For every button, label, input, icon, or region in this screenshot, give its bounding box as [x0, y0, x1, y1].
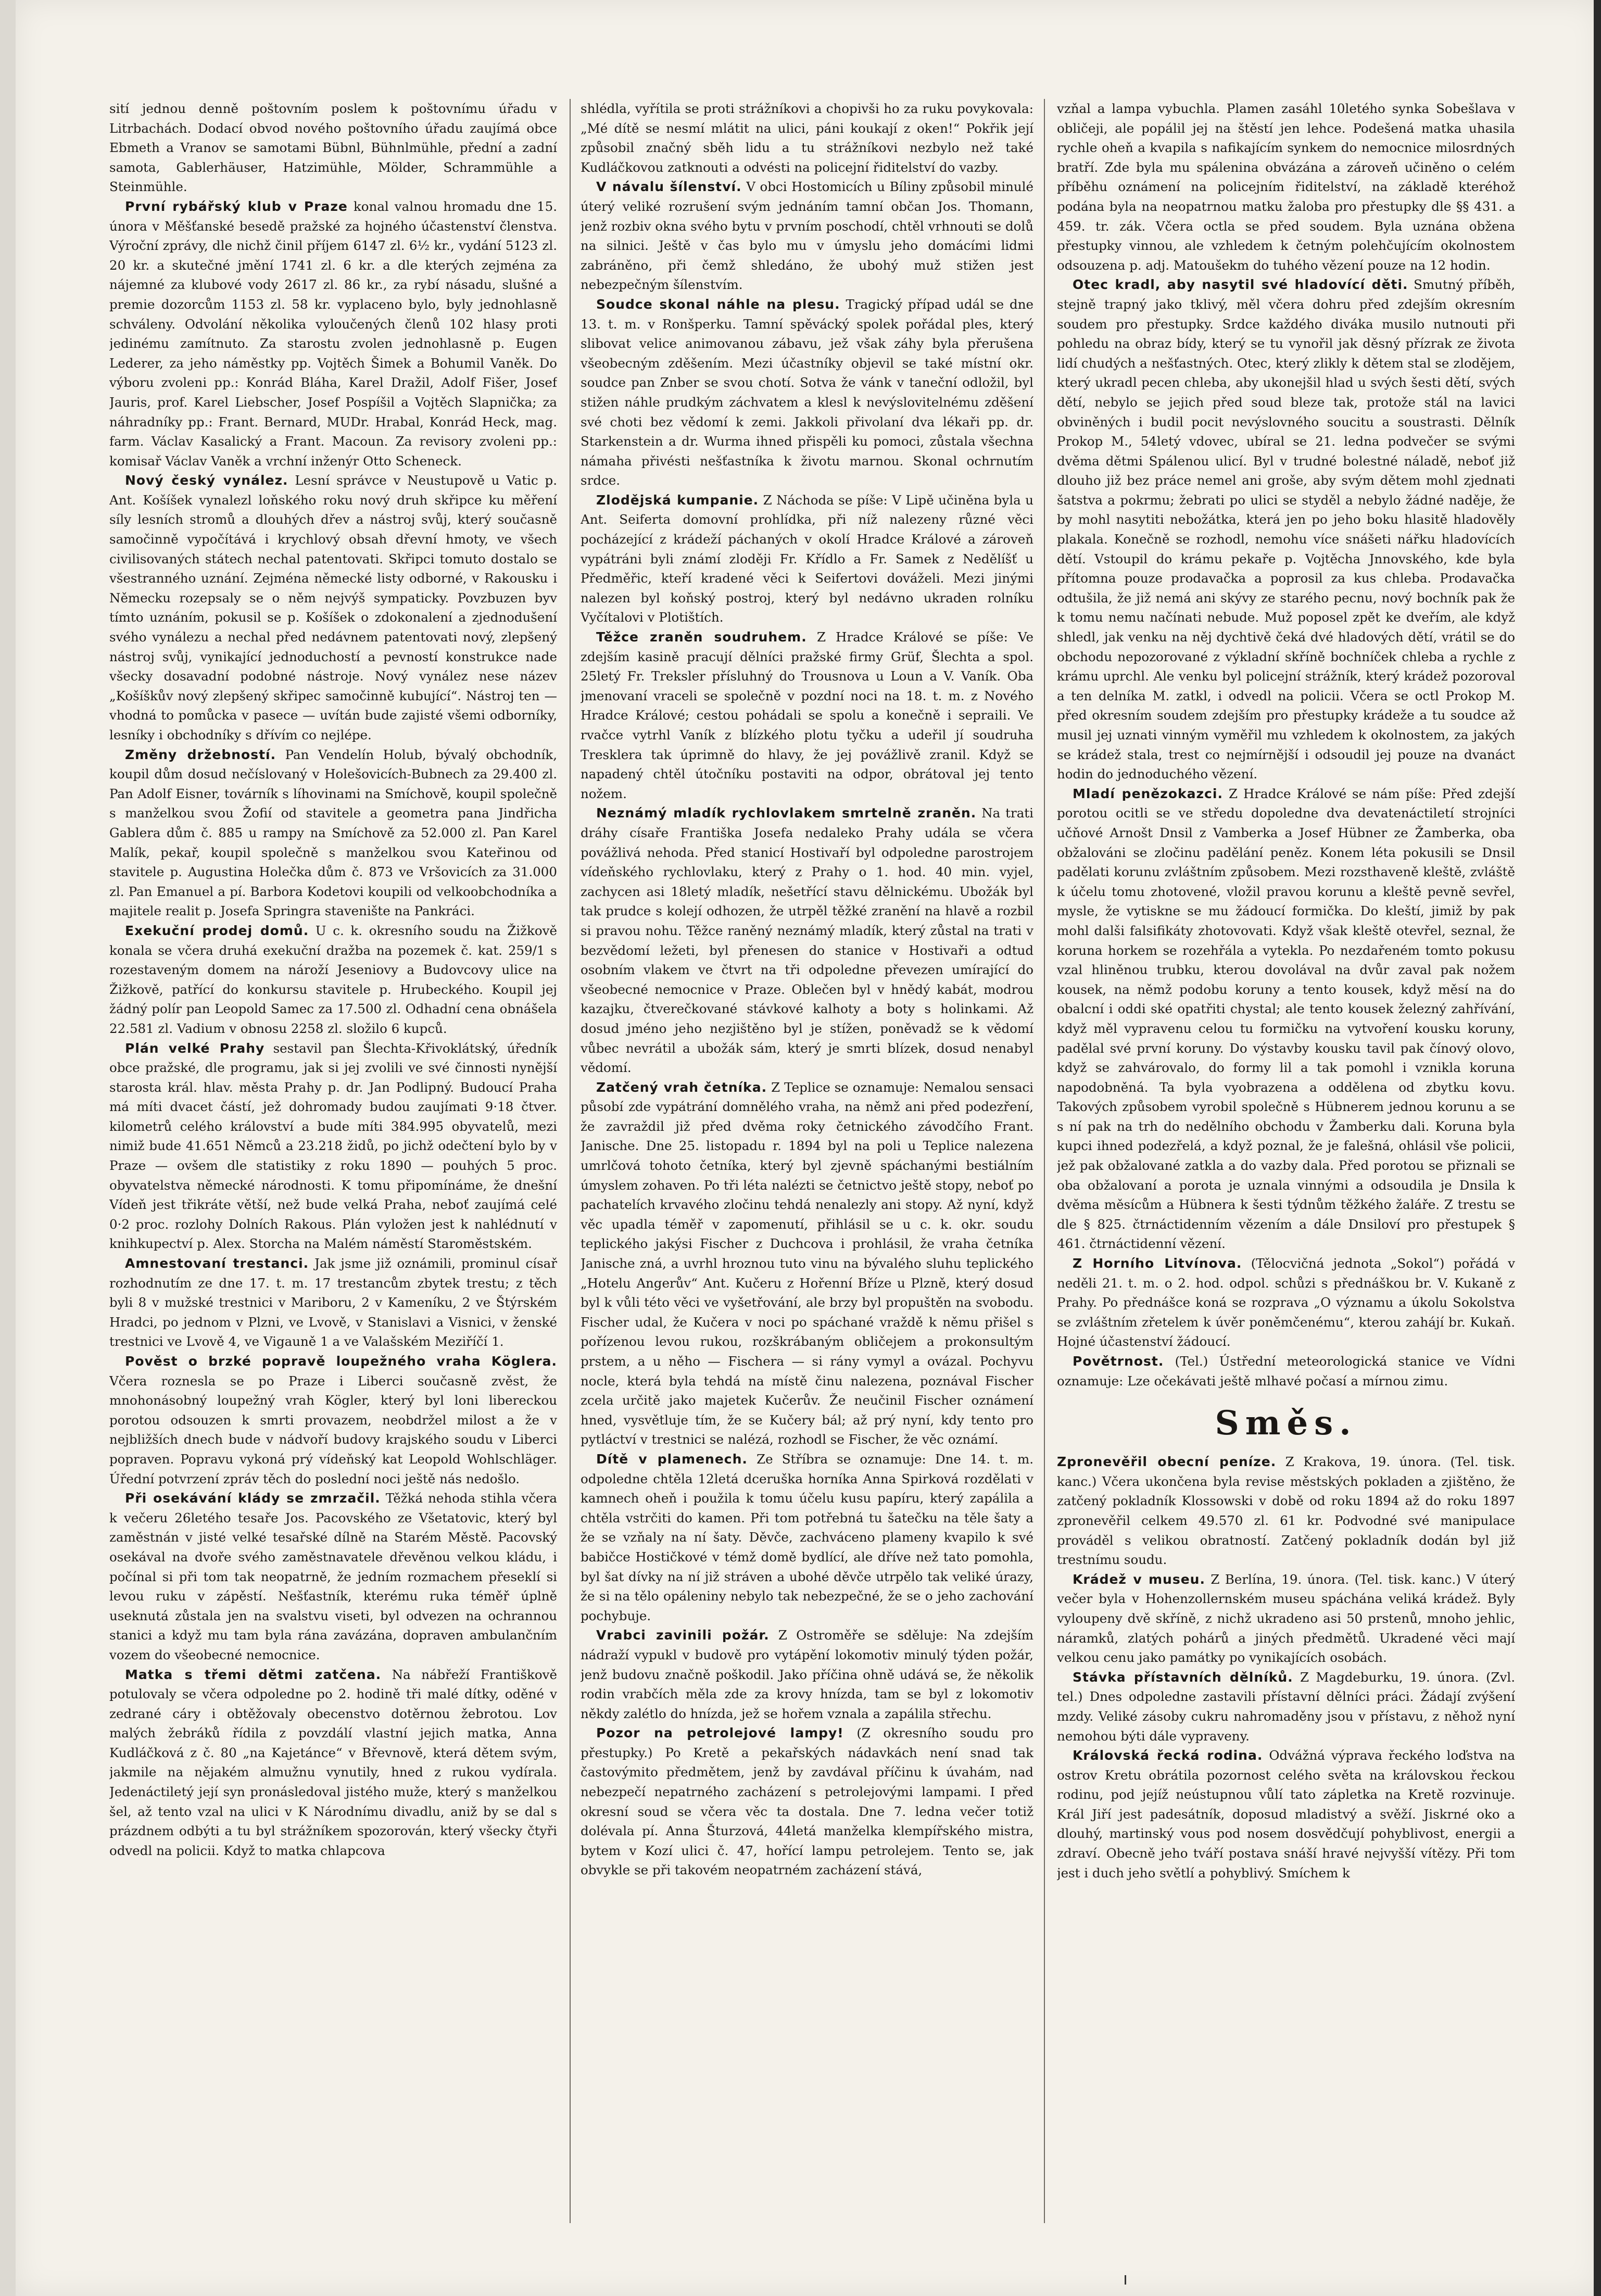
article-paragraph: [109, 1039, 557, 1254]
article-heading: Stávka přístavních dělníků.: [1073, 1669, 1293, 1685]
article-heading: Mladí penězokazci.: [1073, 786, 1223, 801]
article-text: (Tělocvičná jednota „Sokol“) pořádá v neděli 21. t. m. o 2. hod. odpol. schůzi s přednáškou br. V. Kukaně z Prahy. Po přednášce koná se rozprava „O významu a úkolu Sokolstva se zvláštním zřetelem k úvěr poněmčenému“, kterou zahájí br. Kukaň. Hojné účastenství žádoucí.: [1057, 1256, 1515, 1349]
article-text: Z Magdeburku, 19. února. (Zvl. tel.) Dnes odpoledne zastavili přístavní dělníci práci. Žádají zvýšení mzdy. Veliké zásoby cukru nahromaděny jsou v přístavu, z něhož nyní nemohou býti dále vypraveny.: [1057, 1669, 1515, 1744]
article-paragraph: [109, 1665, 557, 1861]
column-1: [109, 99, 557, 2223]
article-text: konal valnou hromadu dne 15. února v Měšťanské besedě pražské za hojného účastenství členstva. Výroční zprávy, dle nichž činil příjem 6147 zl. 6½ kr., vydání 5123 zl. 20 kr. a skutečné jmění 1741 zl. 6 kr. a dle kterých zejména za nájemné za klubové vody 2617 zl. 86 kr., za rybí násadu, slušné a premie dozorcům 1153 zl. 58 kr. vyplaceno bylo, byly jednohlasně schváleny. Odvolání několika vyloučených členů 102 hlasy proti jedinému zamítnuto. Za starostu zvolen jednohlasně p. Eugen Lederer, za jeho náměstky pp. Vojtěch Šimek a Bohumil Vaněk. Do výboru zvoleni pp.: Konrád Bláha, Karel Dražil, Adolf Fišer, Josef Jauris, prof. Karel Liebscher, Josef Pospíšil a Vojtěch Slapnička; za náhradníky pp.: Frant. Bernard, MUDr. Hrabal, Konrád Heck, mag. farm. Václav Kasalický a Frant. Macoun. Za revisory zvoleni pp.: komisař Václav Vaněk a vrchní inženýr Otto Scheneck.: [109, 198, 557, 469]
scan-mark: [1125, 2275, 1126, 2285]
article-text: Z Náchoda se píše: V Lipě učiněna byla u Ant. Seiferta domovní prohlídka, při níž nalezeny různé věci pocházející z krádeží páchaných v okolí Hradce Králové a zároveň vypátráni byli známí zloději Fr. Křídlo a Fr. Samek z Nedělíšť u Předměřic, kteří kradené věci k Seifertovi dováželi. Mezi jinými nalezen byl koňský postroj, který byl nedávno ukraden rolníku Vyčítalovi v Plotištích.: [581, 492, 1033, 625]
article-paragraph: [1057, 1570, 1515, 1668]
article-text: V obci Hostomicích u Bíliny způsobil minulé úterý veliké rozrušení svým jednáním tamní občan Jos. Thomann, jenž rozbiv okna svého bytu v prvním poschodí, chtěl vrhnouti se dolů na silnici. Ještě v čas bylo mu v úmyslu jeho domácími lidmi zabráněno, při čemž shledáno, že ubohý muž stižen jest nebezpečným šílenstvím.: [581, 179, 1033, 293]
article-text: Z Teplice se oznamuje: Nemalou sensaci působí zde vypátrání domnělého vraha, na němž ani před podezření, že zavraždil již před dvěma roky četnického závodčího Frant. Janische. Dne 25. listopadu r. 1894 byl na poli u Teplice nalezena umrlčová tohoto četníka, který byl zjevně spáchanými bestiálním úmyslem zohaven. Po tři léta nalézti se četnictvo ještě stopy, neboť po pachatelích krvavého zločinu tehdá nenalezly ani stopy. Až nyní, když věc upadla téměř v zapomenutí, přihlásil se u c. k. okr. soudu teplického jakýsi Fischer z Duchcova i prohlásil, že vraha četníka Janische zná, a uvrhl hroznou tuto vinu na bývalého sluhu teplického „Hotelu Angerův“ Ant. Kučeru z Hořenní Bříze u Plzně, který dosud byl k vůli této věci ve vyšetřování, ale brzy byl propuštěn na svobodu. Fischer udal, že Kučera v noci po spáchané vraždě k němu přišel s pořízenou levou rukou, rozškrábaným obličejem a prokonsultým prstem, a u něho — Fischera — si rány vymyl a ovázal. Pochyvu nocle, která byla tehdá na místě činu nalezena, poznával Fischer zcela určitě jako majetek Kučerův. Že neučinil Fischer oznámení hned, vysvětluje tím, že se Kučery bál; až prý nyní, kdy tento pro pytláctví v trestnici se nalézá, rozhodl se Fischer, že věc oznámí.: [581, 1079, 1033, 1447]
article-text: (Z okresního soudu pro přestupky.) Po Kretě a pekařských nádavkách není snad tak častovýmito předmětem, jenž by zavdával příčinu k úvahám, nad nebezpečí nepatrného zacházení s petrolejovými lampami. I před okresní soud se včera věc ta dostala. Dne 7. ledna večer totiž dolévala pí. Anna Šturzová, 44letá manželka klempířského mistra, bytem v Kozí ulici č. 47, hořící lampu petrolejem. Tento se, jak obvykle se při takovém neopatrném zacházení stává,: [581, 1725, 1033, 1878]
article-heading: Při osekávání klády se zmrzačil.: [125, 1491, 381, 1506]
article-heading: Exekuční prodej domů.: [125, 923, 309, 938]
article-paragraph: [581, 1723, 1033, 1880]
article-text: Odvážná výprava řeckého loďstva na ostrov Kretu obrátila pozornost celého světa na královskou řeckou rodinu, pod jejíž neústupnou vůlí tato zápletka na Kretě rozvinuje. Král Jiří jest padesátník, doposud mladistvý a svěží. Jiskrné oko a dlouhý, martinský vous pod nosem dosvědčují pohyblivost, energii a zdraví. Obecně jeho tváří postava snáší hravé nejvyšší vítězy. Při tom jest i duch jeho světlí a pohyblivý. Smíchem k: [1057, 1748, 1515, 1881]
newspaper-page: [16, 0, 1601, 2296]
article-heading: Zpronevěřil obecní peníze.: [1057, 1454, 1277, 1470]
article-text: sestavil pan Šlechta-Křivoklátský, úředník obce pražské, dle programu, jak si jej zvolili ve své činnosti nynější starosta král. hlav. města Prahy p. dr. Jan Podlipný. Budoucí Praha má míti dvacet částí, jež dohromady budou zaujímati 9·18 čtver. kilometrů celého království a bude míti 384.995 obyvatelů, mezi nimiž bude 41.651 Němců a 23.218 židů, po jichž odečtení bylo by v Praze — ovšem dle statistiky z roku 1890 — pouhých 5 proc. obyvatelstva německé národnosti. K tomu připomínáme, že dnešní Vídeň jest třikráte větší, než bude velká Praha, neboť zaujímá celé 0·2 proc. rozlohy Dolních Rakous. Plán vyložen jest k nahlédnutí v knihkupectví p. Alex. Storcha na Malém náměstí Staroměstském.: [109, 1040, 557, 1252]
article-heading: Z Horního Litvínova.: [1073, 1256, 1242, 1271]
article-paragraph: [109, 1254, 557, 1352]
article-text: Ze Stříbra se oznamuje: Dne 14. t. m. odpoledne chtěla 12letá dceruška horníka Anna Spirková rozdělati v kamnech oheň i použila k tomu účelu kusu papíru, který zapálila a chtěla vstrčiti do kamen. Při tom potřebná tu šatečku na těle šaty a že se vzňaly na ní šaty. Děvče, zachváceno plameny kvapilo k své babičce Hostičkové v témž domě bydlící, ale dříve než tato pomohla, byl šat dívky na ní již stráven a ubohé děvče utrpělo tak veliké úrazy, že si na tělo opáleniny nebylo tak nebezpečné, že se o jeho zachování pochybuje.: [581, 1451, 1033, 1623]
article-text: Z Berlína, 19. února. (Tel. tisk. kanc.) V úterý večer byla v Hohenzollernském museu spáchána veliká krádež. Byly vyloupeny dvě skříně, z nichž ukradeno asi 50 prstenů, mnoho jehlic, náramků, zlatých pohárů a jiných předmětů. Ukradené věci mají velkou cenu jako památky po vynikajících osobách.: [1057, 1571, 1515, 1666]
article-paragraph: [581, 1625, 1033, 1723]
article-heading: Zlodějská kumpanie.: [596, 492, 759, 508]
article-paragraph: [109, 197, 557, 471]
article-text: Pan Vendelín Holub, bývalý obchodník, koupil dům dosud nečíslovaný v Holešovicích-Bubnech za 29.400 zl. Pan Adolf Eisner, továrník s líhovinami na Smíchově, koupil společně s manželkou svou Žofií od stavitele a geometra pana Jindřicha Gablera dům č. 885 u rampy na Smíchově za 52.000 zl. Pan Karel Malík, pekař, koupil společně s manželkou svou Kateřinou od stavitele p. Augustina Holečka dům č. 873 ve Vršovicích za 31.000 zl. Pan Emanuel a pí. Barbora Kodetovi koupili od velkoobchodníka a majitele realit p. Josefa Springra stavenište na Pankráci.: [109, 747, 557, 919]
article-text: Na trati dráhy císaře Františka Josefa nedaleko Prahy udála se včera povážlivá nehoda. Před stanicí Hostivaří byl odpoledne parostrojem vídeňského rychlovlaku, který z Prahy o 1. hod. 40 min. vyjel, zachycen asi 18letý mladík, nešetřící stavu dělnickému. Ubožák byl tak prudce s kolejí odhozen, že utrpěl těžké zranění na hlavě a rozbil si pravou nohu. Těžce raněný neznámý mladík, který zůstal na trati v bezvědomí ležeti, byl přenesen do stanice v Hostivaři a odtud osobním vlakem ve čtvrt na tři odpoledne převezen umírající do všeobecné nemocnice v Praze. Oblečen byl v hnědý kabát, modrou kazajku, čtverečkované stávkové kalhoty a boty s holinkami. Až dosud jméno jeho nezjištěno byl je stížen, poněvadž se k vědomí vůbec nevrátil a ubožák sám, který je smrti blízek, dosud nenabyl vědomí.: [581, 805, 1033, 1076]
article-paragraph: [581, 803, 1033, 1077]
article-paragraph: [109, 471, 557, 745]
article-paragraph: [1057, 99, 1515, 275]
article-paragraph: [1057, 1254, 1515, 1352]
article-paragraph: [1057, 275, 1515, 784]
article-heading: Dítě v plamenech.: [596, 1451, 748, 1467]
article-heading: První rybářský klub v Praze: [125, 198, 348, 214]
article-heading: Soudce skonal náhle na plesu.: [596, 296, 840, 312]
article-heading: Pověst o brzké popravě loupežného vraha Köglera.: [125, 1354, 557, 1369]
article-heading: Pozor na petrolejové lampy!: [596, 1725, 844, 1741]
article-paragraph: [109, 921, 557, 1039]
article-text: Včera roznesla se po Praze i Liberci současně zvěst, že mnohonásobný loupežný vrah Kögler, který byl loni libereckou porotou odsouzen k smrti provazem, neobdržel milost a že v nejbližších dnech bude v nádvoří budovy krajského soudu v Liberci popraven. Popravu vykoná prý vídeňský kat Leopold Wohlschläger. Úřední potvrzení zpráv těch do poslední noci ještě nás nedošlo.: [109, 1373, 557, 1486]
column-2: [581, 99, 1033, 2223]
article-heading: Amnestovaní trestanci.: [125, 1256, 309, 1271]
section-title-smes: Směs.: [1215, 1404, 1357, 1443]
article-heading: Matka s třemi dětmi zatčena.: [125, 1667, 382, 1682]
article-text: U c. k. okresního soudu na Žižkově konala se včera druhá exekuční dražba na pozemek č. kat. 259/1 s rozestaveným domem na nároží Jeseniovy a Budovcovy ulice na Žižkově, patřící do konkursu stavitele p. Hrubeckého. Koupil jej žádný polír pan Leopold Samec za 17.500 zl. Odhadní cena obnášela 22.581 zl. Vadium v obnosu 2258 zl. složilo 6 kupců.: [109, 923, 557, 1036]
article-paragraph: [1057, 1746, 1515, 1883]
article-paragraph: [581, 627, 1033, 803]
article-paragraph: [581, 295, 1033, 490]
article-paragraph: [109, 1352, 557, 1488]
article-paragraph: [581, 177, 1033, 295]
article-text: Smutný příběh, stejně trapný jako tklivý, měl včera dohru před zdejším okresním soudem pro přestupky. Srdce každého diváka musilo nutnouti při pohledu na obraz bídy, který se tu vynořil jak děsný přízrak ze života lidí chudých a nešťastných. Otec, který zlikly k dětem stal se zlodějem, který ukradl pecen chleba, aby ukonejšil hlad u svých šesti dětí, svých dětí, nebylo se jejich před soud bleze tak, protože stál na lavici obviněných i budil pocit nevýslovného soucitu a soustrasti. Dělník Prokop M., 54letý vdovec, ubíral se 21. ledna podvečer se svými dvěma dětmi Spálenou ulicí. Byl v trudné bolestné náladě, neboť již dlouho již bez práce nemel ani groše, aby svým dětem mohl zjednati šatstva a pokrmu; žebrati po ulici se styděl a nebylo žádné naděje, že by mohl nasytiti nebožátka, která jen po jeho boku hlasitě hladověly plakala. Konečně se rozhodl, nemohu více snášeti nářku hladovících dětí. Vstoupil do krámu pekaře p. Vojtěcha Jnnovského, kde byla přítomna pouze prodavačka a poprosil za kus chleba. Prodavačka odtušila, že již nemá ani skývy ze starého pecnu, nový bochník pak že k tomu nemu načínati nebude. Muž poposel zpět ke dveřím, ale když shledl, jak venku na něj dychtivě čeká dvé hladových dětí, vrátil se do obchodu nepozorované z výkladní skříně bochníček chleba a rychle z krámu uprchl. Ale venku byl policejní strážník, který krádež pozoroval a ten delníka M. zatkl, i odvedl na policii. Včera se octl Prokop M. před okresním soudem zdejším pro přestupky krádeže a tu soudce až musil jej uznati vinným vyměřil mu vzhledem k okolnostem, za jakých se krádež stala, trest co nejmírnější i odsoudil jej pouze na dvanáct hodin do jednoduchého vězení.: [1057, 277, 1515, 782]
article-text: Těžká nehoda stihla včera k večeru 26letého tesaře Jos. Pacovského ze Všetatovic, který byl zaměstnán v jisté velké tesařské dílně na Starém Městě. Pacovský osekával na dvoře svého zaměstnavatele dřevěnou velkou kládu, i počínal si při tom tak neopatrně, že jedním rozmachem přeseklí si levou ruku v zápěstí. Nešťastník, kterému ruka téměř úplně useknutá zůstala jen na svalstvu viseti, byl odvezen na ochrannou stanici a když mu tam byla rána zavázána, dopraven ambulančním vozem do všeobecné nemocnice.: [109, 1491, 557, 1662]
article-text: (Tel.) Ústřední meteorologická stanice ve Vídni oznamuje: Lze očekávati ještě mlhavé počasí a mírnou zimu.: [1057, 1354, 1515, 1389]
column-rule: [1044, 99, 1045, 2223]
article-paragraph: [109, 1488, 557, 1664]
scan-left-margin: [0, 0, 16, 2296]
article-text: Tragický případ udál se dne 13. t. m. v Ronšperku. Tamní spěvácký spolek pořádal ples, který slibovat velice animovanou zábavu, jež však záhy byla přerušena všeobecným zděšením. Mezi účastníky objevil se také místní okr. soudce pan Znber se svou chotí. Sotva že vánk v taneční odložil, byl stižen náhle prudkým záchvatem a klesl k nevýslovitelnému zděšení své choti bez vědomí k zemi. Jakkoli přivolaní dva lékaři pp. dr. Starkenstein a dr. Wurma ihned přispěli ku pomoci, zůstala všechna námaha přivésti nešťastníka k životu marnou. Skonal ochrnutím srdce.: [581, 296, 1033, 488]
article-text: Z Krakova, 19. února. (Tel. tisk. kanc.) Včera ukončena byla revise městských pokladen a zjištěno, že zatčený pokladník Klossowski v době od roku 1894 až do roku 1897 zpronevěřil celkem 49.570 zl. 61 kr. Podvodné své manipulace prováděl s velikou obratností. Zatčený pokladník dodán byl již trestnímu soudu.: [1057, 1454, 1515, 1568]
article-paragraph: [109, 99, 557, 197]
article-heading: Plán velké Prahy: [125, 1040, 265, 1056]
article-text: Z Hradce Králové se píše: Ve zdejším kasině pracují dělníci pražské firmy Grüf, Šlechta a spol. 25letý Fr. Treksler přísluhný do Trousnova u Loun a V. Vaník. Oba jmenovaní vraceli se společně v pozdní noci na 18. t. m. z Nového Hradce Králové; cestou pohádali se spolu a konečně i sepraili. Ve rvačce vytrhl Vaník z blízkého plotu tyčku a udeřil jí soudruha Tresklera tak úprimně do hlavy, že jej povážlivě zranil. Když se napadený chtěl útočníku postaviti na odpor, obrátoval jej tento nožem.: [581, 629, 1033, 801]
column-3-articles: [1057, 99, 1515, 1391]
article-paragraph: [581, 99, 1033, 177]
article-text: Lesní správce v Neustupově u Vatic p. Ant. Košíšek vynalezl loňského roku nový druh skřipce ku měření síly lesních stromů a dlouhých dřev a nástroj svůj, který současně samočinně vypočítává i krychlový obsah dřevní hmoty, ve všech civilisovaných státech nechal patentovati. Skřipci tomuto dostalo se všestranného uznání. Zejména německé listy odborné, v Rakousku i Německu rozepsaly se o něm nejvýš sympaticky. Povzbuzen byv tímto uznáním, pokusil se p. Košíšek o zdokonalení a zjednodušení svého vynálezu a nechal před nedávnem patentovati nový, zlepšený nástroj svůj, vynikající jednoduchostí a pevností konstrukce nade všecky dosavadní podobné nástroje. Nový vynález nese název „Košíškův nový zlepšený skřipec samočinně kubující“. Nástroj ten — vhodná to pomůcka v pasece — uvítán bude zajisté všemi odborníky, lesníky i obchodníky s dřívím co nejlépe.: [109, 473, 557, 742]
article-heading: Změny držebností.: [125, 747, 276, 762]
article-paragraph: [1057, 1352, 1515, 1391]
article-paragraph: [581, 1078, 1033, 1449]
article-paragraph: [1057, 1452, 1515, 1570]
article-text: Z Hradce Králové se nám píše: Před zdejší porotou ocitli se ve středu dopoledne dva devatenáctiletí strojníci učňové Arnošt Dnsil z Vamberka a Josef Hübner ze Žamberka, oba obžalováni se zločinu padělání peněz. Konem léta pokusili se Dnsil padělati korunu zvláštním způsobem. Mezi rozsthaveně kleště, zvláště k účelu tomu zhotovené, vložil pravou korunu a kleště pevně sevřel, mysle, že vytiskne se mu žádoucí formička. Do kleští, jimiž by pak mohl dalši falsifikáty zhotovovati. Když však kleště otevřel, seznal, že koruna horkem se rozehřála a vytekla. Po nezdařeném tomto pokusu vzal hliněnou trubku, kterou dovolával na dvůr zaval pak nožem kousek, na němž podobu koruny a tento kousek, když měsí na do obalcní i oddi ské opatřiti chystal; ale tento kousek železný zahřívání, když měl vypravenu celou tu formičku na vytvoření kousku koruny, padělal své první koruny. Do výstavby kousku tavil pak čínový olovo, když se zahvárovalo, do formy lil a tak pomohl i vznikla koruna napodobněná. Ta byla vyobrazena a oddělena od zbytku kovu. Takových způsobem vyrobil společně s Hübnerem jednou korunu a se s ní pak na trh do nedělního obchodu v Žamberku dali. Koruna byla kupci ihned podezřelá, a když poznal, že je falešná, ohlásil vše policii, jež pak obžalované zatkla a do vazby dala. Před porotou se přiznali se oba obžalovaní a porota je uznala vinnými a odsoudila je Dnsila k dvěma měsícům a Hübnera k šesti týdnům těžkého žaláře. Z trestu se dle § 825. čtrnáctidenním vězením a dále Dnsiloví pro přestupek § 461. čtrnáctidenní vězení.: [1057, 786, 1515, 1252]
article-paragraph: [1057, 784, 1515, 1254]
article-heading: Vrabci zavinili požár.: [596, 1628, 770, 1643]
article-paragraph: [581, 490, 1033, 627]
article-text: Na nábřeží Františkově potulovaly se včera odpoledne po 2. hodině tři malé dítky, oděné v zedrané cáry i obtěžovaly obecenstvo dotěrnou žebrotou. Lov malých žebráků řídila z povzdálí vlastní jejich matka, Anna Kudláčková z č. 80 „na Kajetánce“ v Břevnově, která dětem svým, jakmile na nějakém almužnu vynutily, hned z rukou vydírala. Jedenáctiletý její syn pronásledoval jistého muže, který s manželkou šel, až tento vzal na ulici v K Národnímu divadlu, aniž by se dal s prázdnem odbýti a tu byl strážníkem spozorován, který všecky čtyři odvedl na policii. Když to matka chlapcova: [109, 1667, 557, 1858]
article-text: sití jednou denně poštovním poslem k poštovnímu úřadu v Litrbachách. Dodací obvod nového poštovního úřadu zaujímá obce Ebmeth a Vranov se samotami Bübnl, Bühnlmühle, přední a zadní samota, Gablerhäuser, Hatzimühle, Mölder, Schrammühle a Steinmühle.: [109, 101, 557, 195]
article-text: shlédla, vyřítila se proti strážníkovi a chopivši ho za ruku povykovala: „Mé dítě se nesmí mlátit na ulici, páni koukají z oken!“ Pokřik její způsobil značný sběh lidu a tu strážníkovi nezbylo než také Kudláčkovou zatknouti a odvésti na policejní řiditelství do vazby.: [581, 101, 1033, 175]
article-text: Z Ostroměře se sděluje: Na zdejším nádraží vypukl v budově pro vytápění lokomotiv minulý týden požár, jenž budovu značně poškodil. Jako příčina ohně udává se, že několik rodin vrabčích měla zde za krovy hnízda, tam se byl z lokomotiv někdy zalétlo do hnízda, jež se hořem vznala a zapálila střechu.: [581, 1628, 1033, 1721]
article-heading: Nový český vynález.: [125, 473, 288, 488]
article-heading: Zatčený vrah četníka.: [596, 1079, 767, 1095]
column-rule: [570, 99, 571, 2223]
article-heading: Krádež v museu.: [1073, 1571, 1205, 1587]
article-heading: Neznámý mladík rychlovlakem smrtelně zraněn.: [596, 805, 977, 821]
article-heading: Těžce zraněn soudruhem.: [596, 629, 807, 645]
article-text: Jak jsme již oznámili, prominul císař rozhodnutím ze dne 17. t. m. 17 trestancům zbytek trestu; z těch byli 8 v mužské trestnici v Mariboru, 2 v Kameníku, 2 ve Štýrském Hradci, po jednom v Plzni, ve Lvově, v Stanislavi a Visnici, v ženské trestnici ve Lvově 4, ve Vigauně 1 a ve Valašském Meziříčí 1.: [109, 1256, 557, 1349]
smes-articles: [1057, 1452, 1515, 1883]
column-3: [1057, 99, 1515, 2223]
article-text: vzňal a lampa vybuchla. Plamen zasáhl 10letého synka Sobešlava v obličeji, ale popálil jej na štěstí jen lehce. Podešená matka uhasila rychle oheň a kvapila s nafikajícím synkem do nemocnice milosrdných bratří. Zde byla mu spálenina obvázána a zároveň učiněno o celém příběhu oznámení na policejním řiditelství, na základě kteréhož podána byla na neopatrnou matku žaloba pro přestupky dle §§ 431. a 459. tr. zák. Včera octla se před soudem. Byla uznána obžena přestupky vinnou, ale vzhledem k četným polehčujícím okolnostem odsouzena p. adj. Matoušekm do tuhého vězení pouze na 12 hodin.: [1057, 101, 1515, 273]
article-paragraph: [581, 1449, 1033, 1625]
article-heading: Povětrnost.: [1073, 1354, 1164, 1369]
article-heading: Královská řecká rodina.: [1073, 1748, 1263, 1763]
article-heading: Otec kradl, aby nasytil své hladovící děti.: [1073, 277, 1408, 293]
article-heading: V návalu šílenství.: [596, 179, 742, 195]
article-paragraph: [1057, 1668, 1515, 1746]
article-paragraph: [109, 745, 557, 921]
scan-right-edge: [1594, 0, 1601, 2296]
